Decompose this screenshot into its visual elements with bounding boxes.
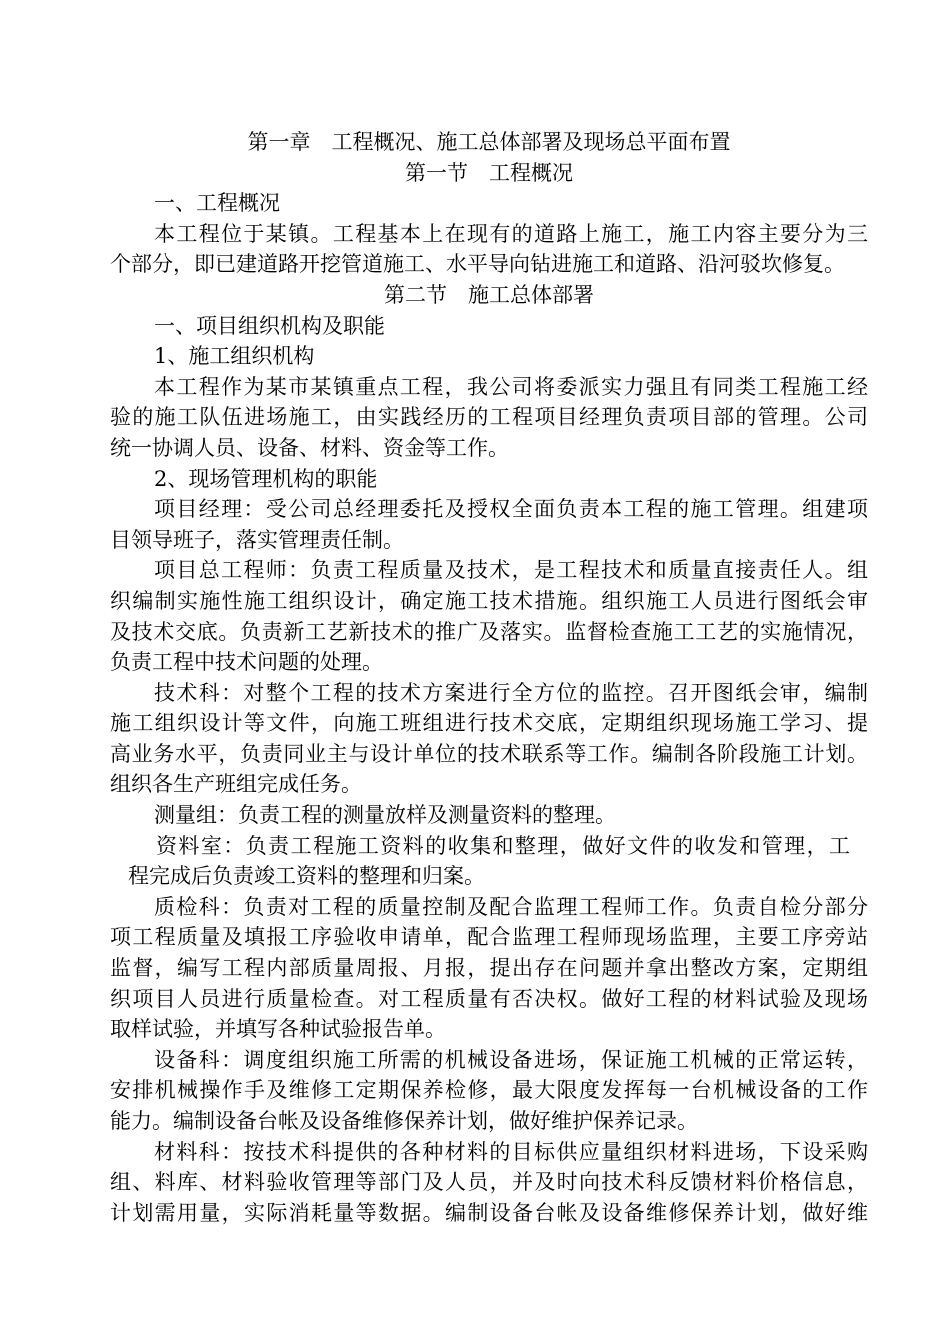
paragraph-line: 组织各生产班组完成任务。 [110, 772, 362, 797]
paragraph-line: 材料科：按技术科提供的各种材料的目标供应量组织材料进场，下设采购 [154, 1139, 868, 1164]
paragraph-line: 负责工程中技术问题的处理。 [110, 650, 383, 675]
paragraph-line: 及技术交底。负责新工艺新技术的推广及落实。监督检查施工工艺的实施情况， [110, 619, 868, 644]
paragraph-line: 质检科：负责对工程的质量控制及配合监理工程师工作。负责自检分部分 [154, 894, 868, 919]
chapter-title: 第一章 工程概况、施工总体部署及现场总平面布置 [247, 130, 731, 154]
paragraph-line: 安排机械操作手及维修工定期保养检修，最大限度发挥每一台机械设备的工作 [110, 1078, 868, 1103]
paragraph-line: 施工组织设计等文件，向施工班组进行技术交底，定期组织现场施工学习、提 [110, 711, 868, 736]
paragraph-line: 织编制实施性施工组织设计，确定施工技术措施。组织施工人员进行图纸会审 [110, 588, 868, 613]
paragraph-line: 资料室：负责工程施工资料的收集和整理，做好文件的收发和管理，工 [156, 833, 850, 858]
paragraph-line: 能力。编制设备台帐及设备维修保养计划，做好维护保养记录。 [110, 1109, 698, 1133]
paragraph-line: 目领导班子，落实管理责任制。 [110, 527, 404, 552]
paragraph-line: 组、料库、材料验收管理等部门及人员，并及时向技术科反馈材料价格信息， [110, 1170, 868, 1195]
paragraph-line: 技术科：对整个工程的技术方案进行全方位的监控。召开图纸会审，编制 [154, 680, 868, 705]
document-body [110, 127, 868, 1228]
paragraph-line: 监督，编写工程内部质量周报、月报，提出存在问题并拿出整改方案，定期组 [110, 956, 868, 981]
subheading-organization: 1、施工组织机构 [154, 344, 315, 369]
paragraph-line: 项目总工程师：负责工程质量及技术，是工程技术和质量直接责任人。组 [154, 558, 868, 583]
section-title-2: 第二节 施工总体部署 [384, 282, 594, 307]
subheading-management: 2、现场管理机构的职能 [154, 466, 378, 491]
paragraph-line: 织项目人员进行质量检查。对工程质量有否决权。做好工程的材料试验及现场 [110, 986, 868, 1011]
paragraph-line: 验的施工队伍进场施工，由实践经历的工程项目经理负责项目部的管理。公司 [110, 405, 868, 430]
paragraph-line: 计划需用量，实际消耗量等数据。编制设备台帐及设备维修保养计划，做好维 [110, 1200, 868, 1225]
paragraph-line: 取样试验，并填写各种试验报告单。 [110, 1017, 446, 1042]
paragraph-line: 项目经理：受公司总经理委托及授权全面负责本工程的施工管理。组建项 [154, 497, 868, 522]
paragraph-line: 本工程位于某镇。工程基本上在现有的道路上施工，施工内容主要分为三 [154, 221, 868, 246]
paragraph-line: 设备科：调度组织施工所需的机械设备进场，保证施工机械的正常运转， [154, 1047, 868, 1072]
paragraph-line: 本工程作为某市某镇重点工程，我公司将委派实力强且有同类工程施工经 [154, 374, 868, 399]
paragraph-line: 测量组：负责工程的测量放样及测量资料的整理。 [154, 803, 616, 828]
paragraph-line: 程完成后负责竣工资料的整理和归案。 [128, 864, 485, 889]
paragraph-line: 个部分，即已建道路开挖管道施工、水平导向钻进施工和道路、沿河驳坎修复。 [110, 252, 845, 277]
heading-project-overview: 一、工程概况 [154, 191, 280, 216]
paragraph-line: 项工程质量及填报工序验收申请单，配合监理工程师现场监理，主要工序旁站 [110, 925, 868, 950]
section-title-1: 第一节 工程概况 [405, 160, 573, 185]
paragraph-line: 统一协调人员、设备、材料、资金等工作。 [110, 435, 509, 460]
heading-organization: 一、项目组织机构及职能 [154, 313, 385, 338]
paragraph-line: 高业务水平，负责同业主与设计单位的技术联系等工作。编制各阶段施工计划。 [110, 741, 868, 766]
